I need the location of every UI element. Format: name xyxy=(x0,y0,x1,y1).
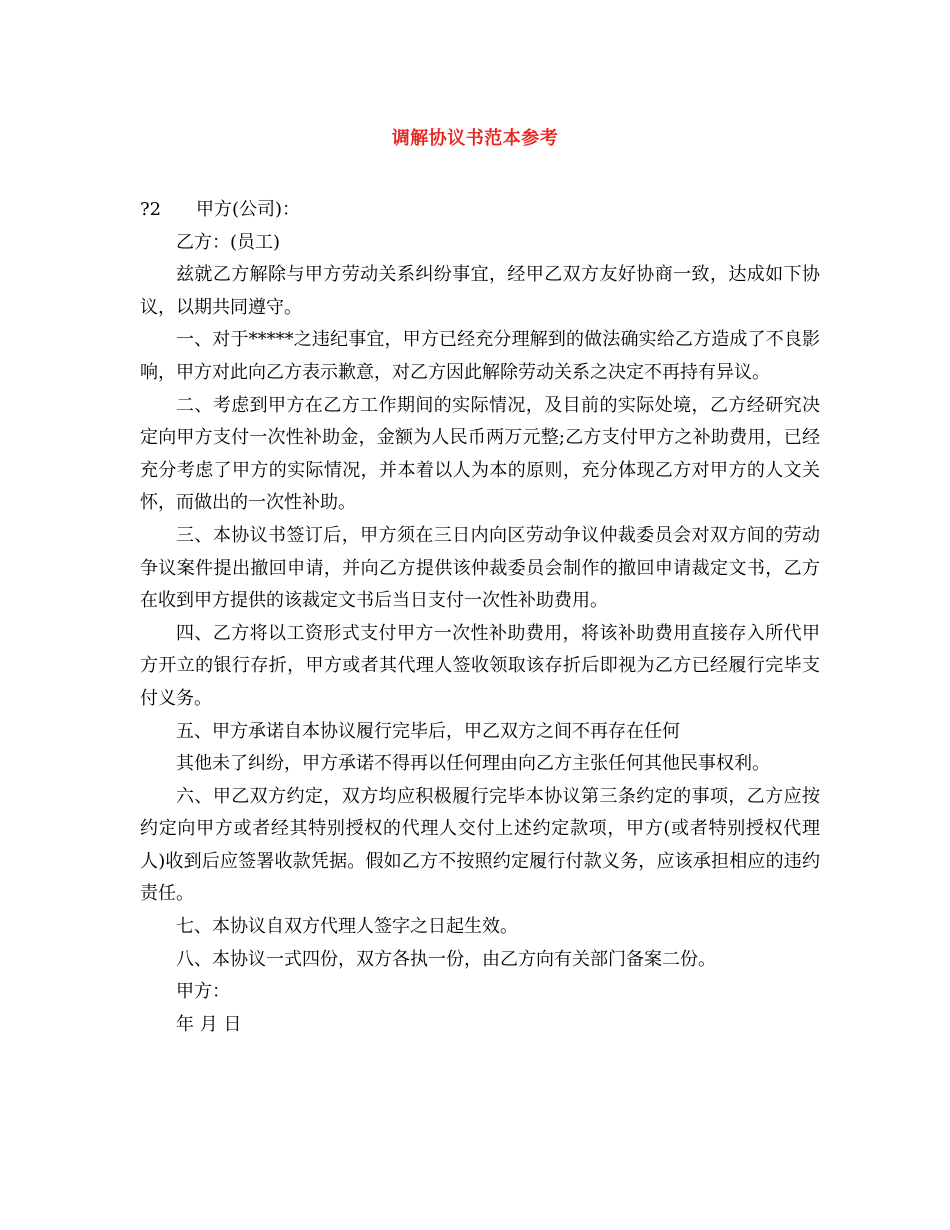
list-marker: ?2 xyxy=(140,199,162,220)
document-title: 调解协议书范本参考 xyxy=(391,128,559,149)
clause-5-line-2: 其他未了纠纷，甲方承诺不得再以任何理由向乙方主张任何其他民事权利。 xyxy=(176,753,770,775)
signature-date: 年 月 日 xyxy=(176,1013,242,1035)
clause-2: 二、考虑到甲方在乙方工作期间的实际情况，及目前的实际处境，乙方经研究决定向甲方支付一次性补助金，金额为人民币两万元整;乙方支付甲方之补助费用，已经充分考虑了甲方的实际情况，并本着以人为本的原则，充分体现乙方对甲方的人文关怀，而做出的一次性补助。 xyxy=(140,394,820,514)
intro-paragraph: 兹就乙方解除与甲方劳动关系纠纷事宜，经甲乙双方友好协商一致，达成如下协议，以期共同遵守。 xyxy=(140,264,820,318)
clause-3: 三、本协议书签订后，甲方须在三日内向区劳动争议仲裁委员会对双方间的劳动争议案件提出撤回申请，并向乙方提供该仲裁委员会制作的撤回申请裁定文书，乙方在收到甲方提供的该裁定文书后当日支付一次性补助费用。 xyxy=(140,524,820,612)
clause-6: 六、甲乙双方约定，双方均应积极履行完毕本协议第三条约定的事项，乙方应按约定向甲方或者经其特别授权的代理人交付上述约定款项，甲方(或者特别授权代理人)收到后应签署收款凭据。假如乙方不按照约定履行付款义务，应该承担相应的违约责任。 xyxy=(140,785,820,905)
clause-7: 七、本协议自双方代理人签字之日起生效。 xyxy=(176,916,518,938)
clause-8: 八、本协议一式四份，双方各执一份，由乙方向有关部门备案二份。 xyxy=(176,948,716,970)
document-body xyxy=(140,194,820,1041)
party-b-label: 乙方：(员工) xyxy=(176,231,281,253)
signature-party-a: 甲方： xyxy=(176,981,230,1003)
clause-1: 一、对于*****之违纪事宜，甲方已经充分理解到的做法确实给乙方造成了不良影响，甲方对此向乙方表示歉意，对乙方因此解除劳动关系之决定不再持有异议。 xyxy=(140,329,820,383)
clause-4: 四、乙方将以工资形式支付甲方一次性补助费用，将该补助费用直接存入所代甲方开立的银行存折，甲方或者其代理人签收领取该存折后即视为乙方已经履行完毕支付义务。 xyxy=(140,622,820,709)
party-a-line xyxy=(140,194,820,227)
clause-5-line-1: 五、甲方承诺自本协议履行完毕后，甲乙双方之间不再存在任何 xyxy=(176,720,680,742)
party-a-label: 甲方(公司)： xyxy=(196,199,301,220)
